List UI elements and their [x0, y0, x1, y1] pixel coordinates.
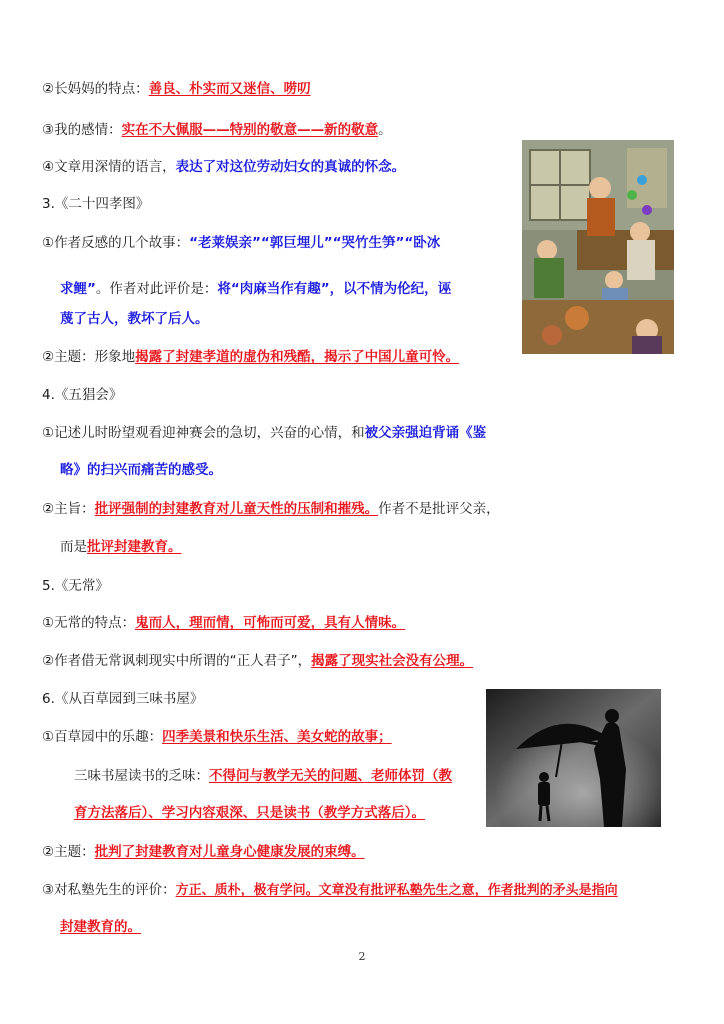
- answer-text-2: 将“肉麻当作有趣”，以不情为伦纪，诬: [217, 281, 452, 297]
- answer-text: 表达了对这位劳动妇女的真诚的怀念。: [175, 159, 406, 175]
- item-label: ②主题：形象地: [42, 349, 136, 365]
- line-language: [42, 158, 405, 176]
- umbrella-silhouette-illustration: [486, 689, 661, 827]
- item-label: ②长妈妈的特点：: [42, 81, 149, 97]
- section-heading-wuchanghui: 4.《五猖会》: [42, 387, 123, 403]
- continuation: 作者不是批评父亲，: [378, 501, 500, 517]
- item-label: ③对私塾先生的评价：: [42, 882, 176, 898]
- line-author-evaluation: [60, 280, 451, 298]
- line-teacher-evaluation: [42, 881, 618, 900]
- line-disliked-stories: [42, 234, 440, 252]
- answer-text: “老莱娱亲”“郭巨埋儿”“哭竹生笋”“卧冰: [189, 235, 441, 251]
- item-label: ①百草园中的乐趣：: [42, 729, 163, 745]
- line-wuchanghui-theme-cont: 而是批评封建教育。: [60, 539, 182, 555]
- line-theme-24-filial: [42, 348, 459, 366]
- item-label: ①记述儿时盼望观看迎神赛会的急切，兴奋的心情，和: [42, 425, 365, 441]
- page-number: 2: [358, 950, 366, 963]
- answer-text: 四季美景和快乐生活、美女蛇的故事；: [162, 729, 392, 745]
- section-heading-baicaoyuan: 6.《从百草园到三味书屋》: [42, 691, 204, 707]
- answer-text: 实在不大佩服——特别的敬意——新的敬意: [121, 122, 379, 138]
- answer-text: 批判了封建教育对儿童身心健康发展的束缚。: [94, 844, 365, 860]
- line-changmama-traits: [42, 80, 311, 98]
- item-label: 。作者对此评价是：: [95, 281, 218, 297]
- line-sanwei-boring-cont: 育方法落后）、学习内容艰深、只是读书（教学方式落后）。: [74, 805, 425, 821]
- umbrella-silhouette-image: [486, 689, 661, 827]
- answer-text: 善良、朴实而又迷信、唠叨: [148, 81, 311, 97]
- line-sanwei-boring: [74, 767, 452, 785]
- answer-text: 不得问与教学无关的问题、老师体罚（教: [209, 768, 452, 784]
- item-label: ②主旨：: [42, 501, 95, 517]
- line-wuchang-satire: [42, 652, 473, 670]
- line-my-feelings: [42, 121, 392, 139]
- punctuation: 。: [378, 122, 392, 138]
- section-heading-wuchang: 5.《无常》: [42, 578, 109, 594]
- item-label: ①作者反感的几个故事：: [42, 235, 190, 251]
- answer-text: 求鲤”: [60, 281, 96, 297]
- section-heading-24-filial: 3.《二十四孝图》: [42, 196, 150, 212]
- answer-text: 揭露了现实社会没有公理。: [311, 653, 474, 669]
- item-label: ②主题：: [42, 844, 95, 860]
- item-label: ③我的感情：: [42, 122, 122, 138]
- line-wuchanghui-narrative-cont: 略》的扫兴而痛苦的感受。: [60, 462, 222, 478]
- answer-text: 方正、质朴，极有学问。文章没有批评私塾先生之意，作者批判的矛头是指向: [175, 883, 618, 898]
- answer-text: 鬼而人，理而情，可怖而可爱，具有人情味。: [135, 615, 406, 631]
- item-label: ④文章用深情的语言，: [42, 159, 176, 175]
- item-label: ②作者借无常讽刺现实中所谓的“正人君子”，: [42, 653, 312, 669]
- line-wuchang-traits: [42, 614, 405, 632]
- line-baicaoyuan-theme: [42, 843, 365, 861]
- line-author-evaluation-cont: 蔑了古人，教坏了后人。: [60, 311, 209, 327]
- answer-text: 被父亲强迫背诵《鉴: [364, 425, 487, 441]
- item-label: 三味书屋读书的乏味：: [74, 768, 209, 784]
- answer-text: 揭露了封建孝道的虚伪和残酷，揭示了中国儿童可怜。: [135, 349, 460, 365]
- line-baicaoyuan-fun: [42, 728, 392, 746]
- line-teacher-evaluation-cont: 封建教育的。: [60, 919, 141, 935]
- classroom-cartoon-image: [522, 140, 674, 354]
- answer-text: 批评强制的封建教育对儿童天性的压制和摧残。: [94, 501, 379, 517]
- line-wuchanghui-narrative: [42, 424, 486, 442]
- line-wuchanghui-theme: [42, 500, 500, 518]
- item-label: ①无常的特点：: [42, 615, 136, 631]
- twenty-four-filial-illustration: [522, 140, 674, 354]
- answer-text: 批评封建教育。: [87, 539, 182, 555]
